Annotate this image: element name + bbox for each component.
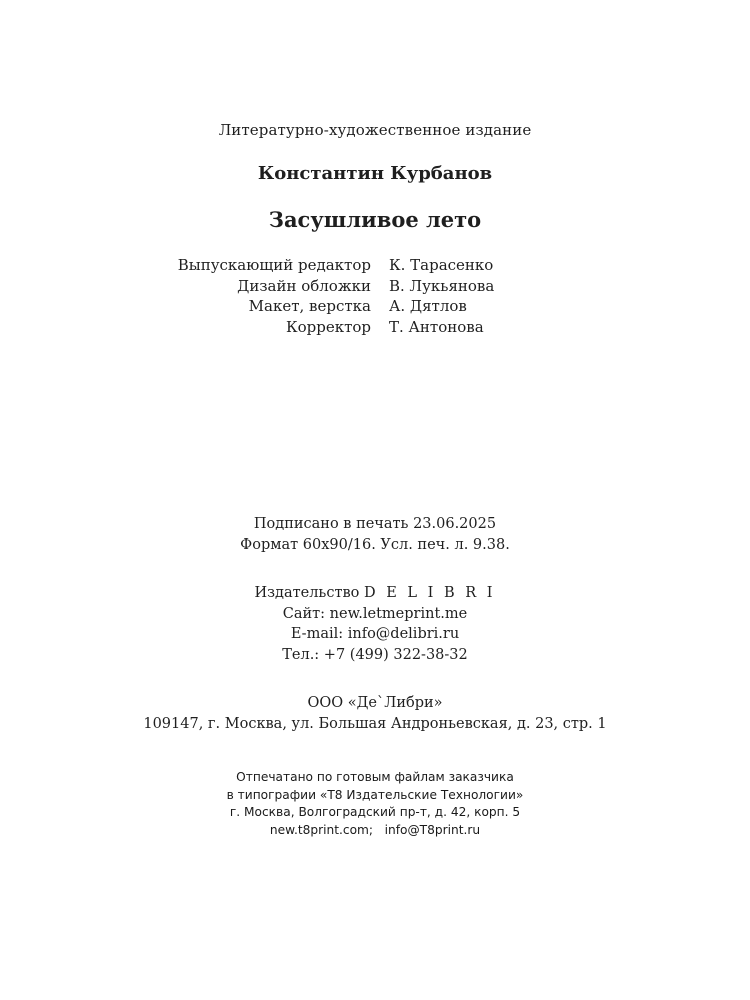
book-format: Формат 60x90/16. Усл. печ. л. 9.38. — [240, 536, 510, 553]
credit-name: В. Лукьянова — [389, 276, 495, 295]
credit-row-cover-design — [0, 277, 750, 298]
publisher-site: Сайт: new.letmeprint.me — [282, 605, 468, 622]
credit-name: К. Тарасенко — [389, 256, 494, 274]
publisher-line — [0, 583, 750, 604]
printer-line-1: Отпечатано по готовым файлам заказчика — [236, 770, 514, 784]
company-address: 109147, г. Москва, ул. Большая Андроньевская, д. 23, стр. 1 — [143, 715, 607, 732]
book-title: Засушливое лето — [268, 207, 482, 232]
company-info — [0, 693, 750, 734]
company-name: ООО «Де`Либри» — [307, 695, 443, 711]
credit-row-editor — [0, 256, 750, 277]
printer-line-3: г. Москва, Волгоградский пр-т, д. 42, корп. 5 — [229, 805, 521, 819]
edition-type: Литературно-художественное издание — [218, 121, 532, 139]
publisher-email: E-mail: info@delibri.ru — [290, 626, 460, 642]
publisher-label: Издательство — [254, 585, 360, 601]
credit-role: Выпускающий редактор — [177, 256, 371, 274]
credits-list — [0, 256, 750, 338]
print-info — [0, 514, 750, 555]
printer-line-2: в типографии «Т8 Издательские Технологии» — [226, 787, 524, 802]
publisher-name: D E L I B R I — [363, 585, 496, 601]
printer-info — [0, 769, 750, 839]
credit-name: Т. Антонова — [389, 317, 484, 336]
credit-row-proofreader — [0, 318, 750, 339]
credit-role: Корректор — [285, 317, 371, 336]
credit-role: Макет, верстка — [248, 297, 371, 315]
printer-line-4: new.t8print.com; info@T8print.ru — [269, 822, 481, 837]
credit-role: Дизайн обложки — [237, 276, 371, 295]
publisher-phone: Тел.: +7 (499) 322-38-32 — [282, 646, 468, 663]
author-name: Константин Курбанов — [257, 163, 493, 184]
signed-date: Подписано в печать 23.06.2025 — [253, 516, 497, 532]
credit-name: А. Дятлов — [389, 297, 467, 315]
credit-row-layout — [0, 297, 750, 318]
publisher-info — [0, 583, 750, 665]
